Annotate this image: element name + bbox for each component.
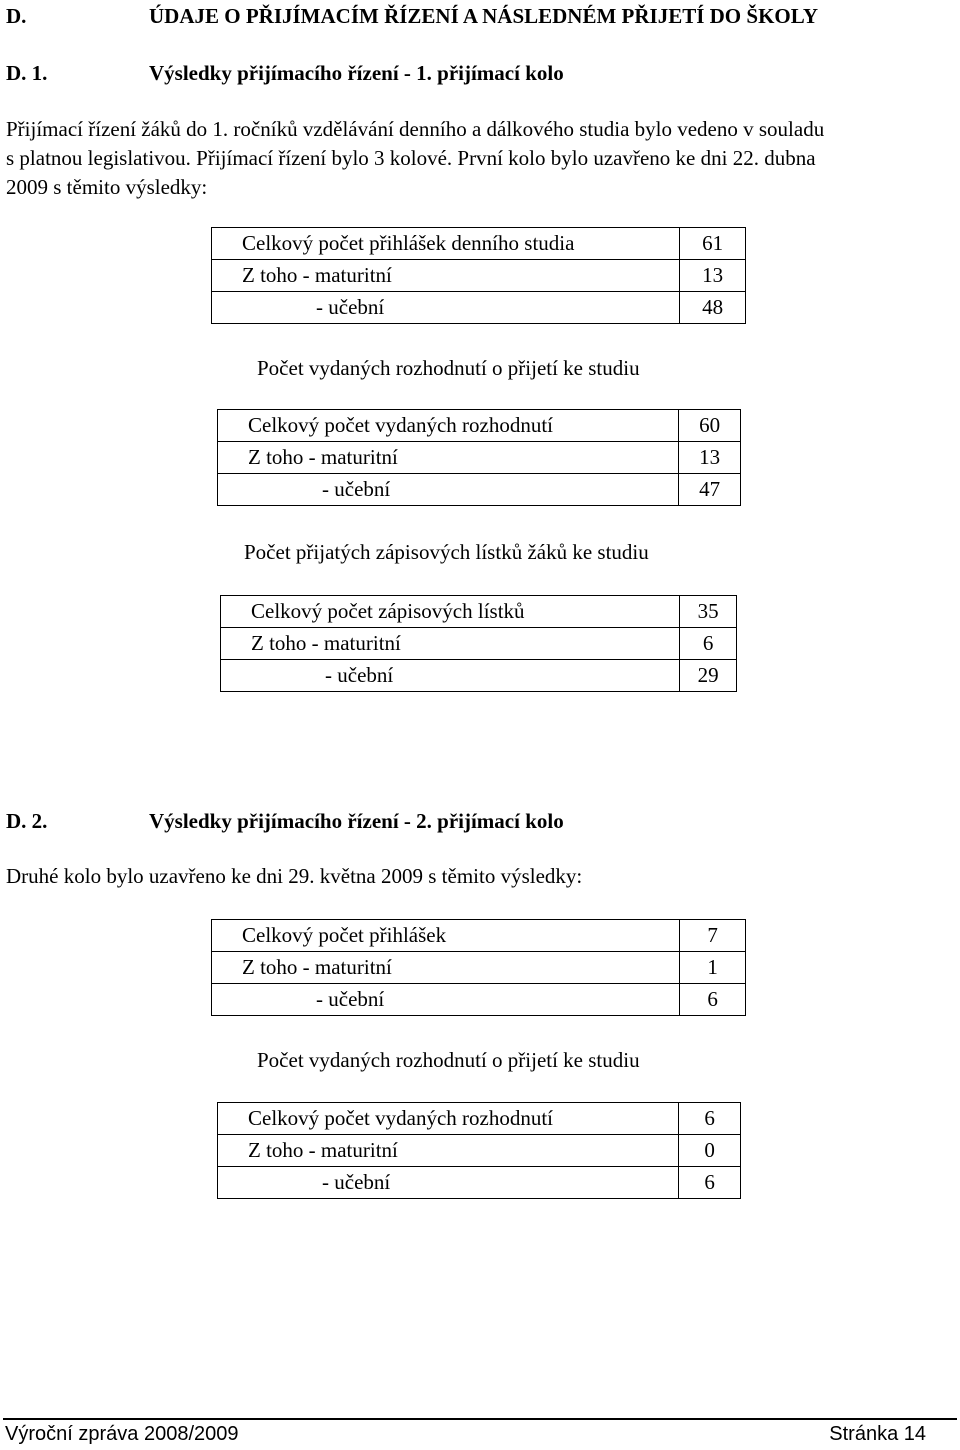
table-row	[218, 442, 741, 474]
table-row	[221, 660, 737, 692]
table-row	[218, 410, 741, 442]
d2-number: D. 2.	[6, 809, 48, 833]
table-cell-value: 60	[679, 410, 741, 442]
table-row	[218, 474, 741, 506]
table-cell-label: - učební	[218, 474, 679, 506]
table-cell-label: Celkový počet vydaných rozhodnutí	[218, 410, 679, 442]
table-cell-value: 6	[680, 628, 737, 660]
d1-decisions-caption: Počet vydaných rozhodnutí o přijetí ke studiu	[257, 356, 640, 380]
table-row	[221, 596, 737, 628]
d1-paragraph-line-3: 2009 s těmito výsledky:	[6, 175, 208, 199]
d1-paragraph-line-1: Přijímací řízení žáků do 1. ročníků vzdělávání denního a dálkového studia bylo vedeno v souladu	[6, 117, 825, 141]
table-cell-value: 6	[680, 984, 746, 1016]
footer-divider	[3, 1418, 957, 1420]
footer-report-title: Výroční zpráva 2008/2009	[5, 1423, 239, 1445]
table-cell-label: Z toho - maturitní	[212, 952, 680, 984]
table-cell-label: Z toho - maturitní	[218, 1135, 679, 1167]
d2-decisions-caption: Počet vydaných rozhodnutí o přijetí ke studiu	[257, 1048, 640, 1072]
d1-title: Výsledky přijímacího řízení - 1. přijímací kolo	[149, 61, 564, 85]
d2-decisions-table	[217, 1102, 741, 1199]
table-cell-value: 7	[680, 920, 746, 952]
table-cell-label: - učební	[212, 292, 680, 324]
d2-applications-table	[211, 919, 746, 1016]
footer-page-number: Stránka 14	[829, 1423, 926, 1445]
table-cell-value: 13	[679, 442, 741, 474]
table-row	[212, 260, 746, 292]
table-row	[218, 1135, 741, 1167]
table-row	[221, 628, 737, 660]
table-cell-label: Z toho - maturitní	[212, 260, 680, 292]
table-row	[212, 292, 746, 324]
table-cell-label: Celkový počet zápisových lístků	[221, 596, 680, 628]
d2-paragraph: Druhé kolo bylo uzavřeno ke dni 29. května 2009 s těmito výsledky:	[6, 864, 583, 888]
d2-title: Výsledky přijímacího řízení - 2. přijímací kolo	[149, 809, 564, 833]
table-row	[212, 228, 746, 260]
table-cell-value: 6	[679, 1103, 741, 1135]
table-cell-value: 29	[680, 660, 737, 692]
d1-paragraph	[6, 115, 956, 202]
table-cell-label: - učební	[212, 984, 680, 1016]
table-cell-value: 47	[679, 474, 741, 506]
table-cell-label: Celkový počet vydaných rozhodnutí	[218, 1103, 679, 1135]
table-row	[212, 984, 746, 1016]
d1-paragraph-line-2: s platnou legislativou. Přijímací řízení bylo 3 kolové. První kolo bylo uzavřeno ke dni 22. dubna	[6, 146, 816, 170]
d1-number: D. 1.	[6, 61, 48, 85]
table-cell-value: 6	[679, 1167, 741, 1199]
table-cell-label: - učební	[218, 1167, 679, 1199]
table-cell-label: Celkový počet přihlášek	[212, 920, 680, 952]
d1-decisions-table	[217, 409, 741, 506]
table-cell-value: 61	[680, 228, 746, 260]
d1-applications-table	[211, 227, 746, 324]
table-row	[218, 1103, 741, 1135]
table-cell-value: 13	[680, 260, 746, 292]
table-cell-value: 48	[680, 292, 746, 324]
d1-enrollment-caption: Počet přijatých zápisových lístků žáků ke studiu	[244, 540, 649, 564]
section-title: ÚDAJE O PŘIJÍMACÍM ŘÍZENÍ A NÁSLEDNÉM PŘIJETÍ DO ŠKOLY	[149, 4, 818, 28]
table-cell-label: Z toho - maturitní	[218, 442, 679, 474]
table-row	[212, 920, 746, 952]
section-letter: D.	[6, 4, 27, 28]
table-cell-label: - učební	[221, 660, 680, 692]
table-cell-value: 1	[680, 952, 746, 984]
table-row	[218, 1167, 741, 1199]
d1-enrollment-table	[220, 595, 737, 692]
table-cell-label: Z toho - maturitní	[221, 628, 680, 660]
table-cell-label: Celkový počet přihlášek denního studia	[212, 228, 680, 260]
table-cell-value: 35	[680, 596, 737, 628]
table-cell-value: 0	[679, 1135, 741, 1167]
table-row	[212, 952, 746, 984]
